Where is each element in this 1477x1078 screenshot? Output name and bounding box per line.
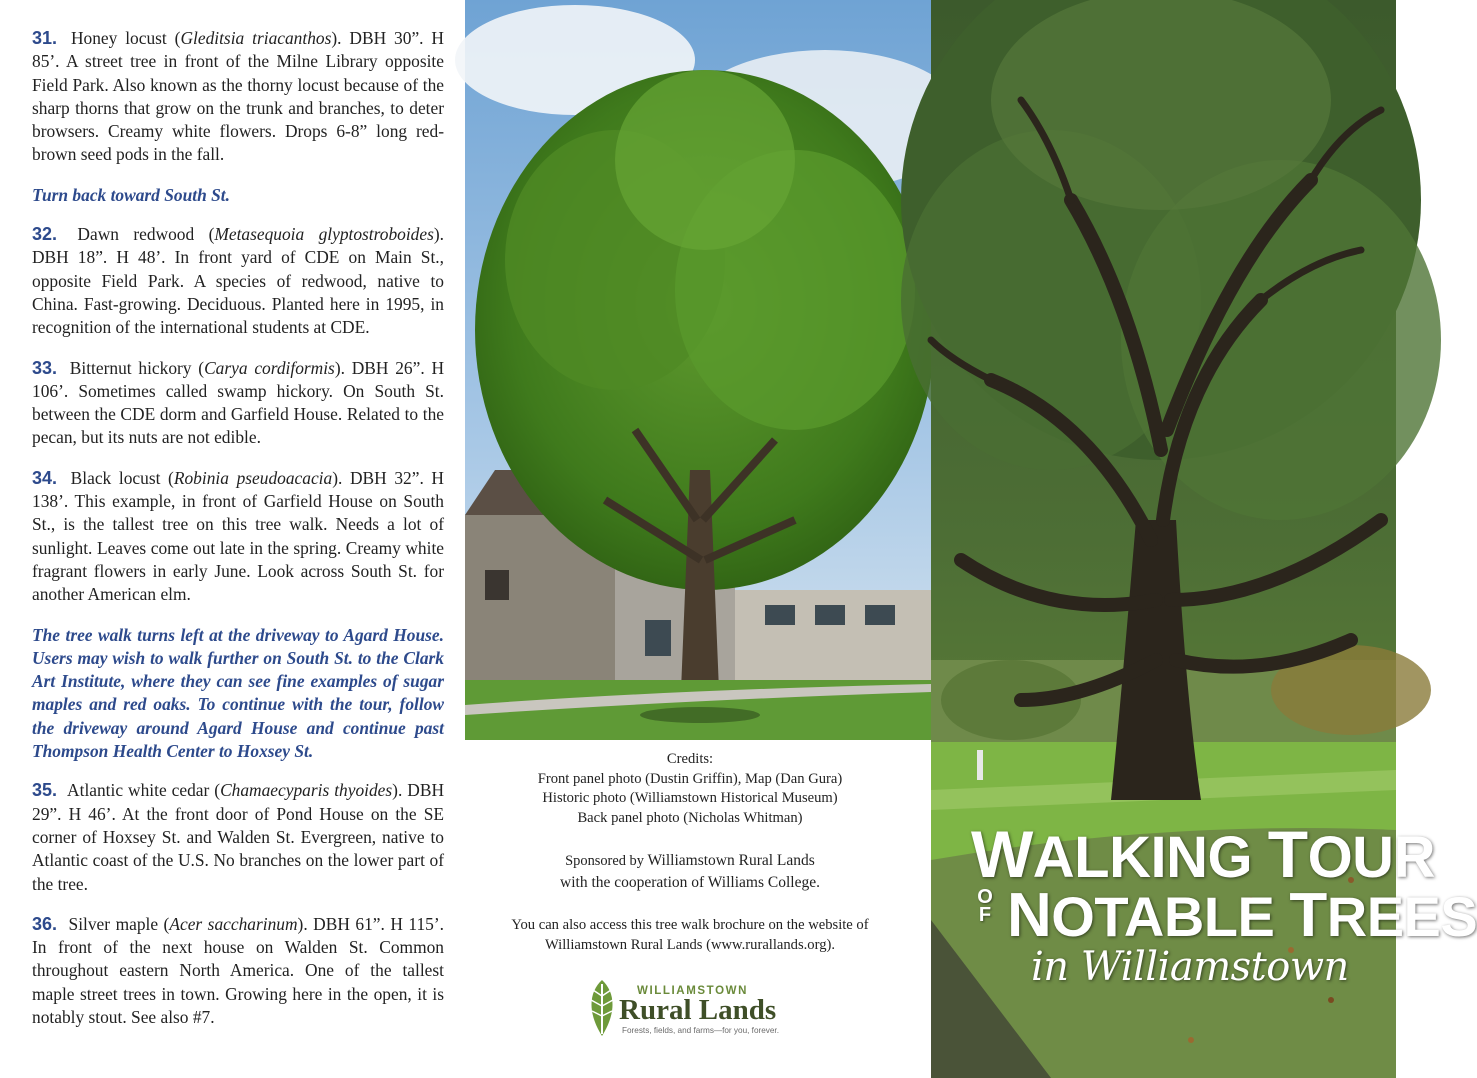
tree-name: Silver maple xyxy=(68,913,159,934)
left-text-panel xyxy=(0,0,465,1078)
title-initial: T xyxy=(1289,881,1327,950)
title-text: OTABLE xyxy=(1051,885,1290,948)
title-initial: N xyxy=(1007,881,1052,950)
website-note-line: You can also access this tree walk brochure on the website of xyxy=(511,917,869,933)
tree-description: DBH 30”. H 85’. A street tree in front of the Milne Library opposite Field Park. Also known as the thorny locust because of the sharp thorns that grow on the trunk and branches, to deter browsers. Creamy white flowers. Drops 6-8” long red-brown seed pods in the fall. xyxy=(32,28,444,165)
rural-lands-logo xyxy=(585,976,795,1038)
sponsor-prefix: Sponsored by xyxy=(565,853,648,869)
sponsor-org: Williamstown Rural Lands xyxy=(647,852,815,869)
tree-name: Black locust xyxy=(70,467,161,488)
title-initial: T xyxy=(1267,817,1308,891)
tree-description: DBH 29”. H 46’. At the front door of Pond House on the SE corner of Hoxsey St. and Walden St. Evergreen, native to Atlantic coast of the U.S. No branches on the lower part of the tree. xyxy=(32,780,444,894)
latin-name: Chamaecyparis thyoides xyxy=(220,780,393,801)
tree-entry-34: 34. Black locust (Robinia pseudoacacia). DBH 32”. H 138’. This example, in front of Garfield House on South St., is the tallest tree on this tree walk. Needs a lot of sunlight. Leaves come out late in the spring. Creamy white fragrant flowers in early June. Look across South St. for another American elm. xyxy=(32,467,444,605)
logo-tagline: Forests, fields, and farms—for you, forever. xyxy=(622,1026,779,1035)
credits-heading: Credits: xyxy=(666,751,714,767)
tree-description: DBH 18”. H 48’. In front yard of CDE on Main St., opposite Field Park. A species of redwood, native to China. Fast-growing. Deciduous. Planted here in 1995, in recognition of the international students at CDE. xyxy=(32,247,444,338)
entry-number: 33. xyxy=(32,357,58,378)
tree-description: DBH 26”. H 106’. Sometimes called swamp hickory. On South St. between the CDE dorm and Garfield House. Related to the pecan, but its nuts are not edible. xyxy=(32,357,445,448)
credit-line: Historic photo (Williamstown Historical Museum) xyxy=(542,790,838,807)
credit-line: Front panel photo (Dustin Griffin), Map (Dan Gura) xyxy=(537,770,843,787)
tree-description: DBH 32”. H 138’. This example, in front of Garfield House on South St., is the tallest tree on this tree walk. Needs a lot of sunlight. Leaves come out late in the spring. Creamy white fragrant flowers in early June. Look across South St. for another American elm. xyxy=(32,467,444,605)
direction-note-1: Turn back toward South St. xyxy=(32,184,230,205)
cover-title-line-2 xyxy=(1007,880,1477,951)
entry-number: 31. xyxy=(32,28,58,48)
latin-name: Acer saccharinum xyxy=(169,913,298,934)
website-note xyxy=(465,916,915,955)
latin-name: Robinia pseudoacacia xyxy=(173,467,333,488)
entry-number: 35. xyxy=(32,780,58,801)
entry-number: 32. xyxy=(32,224,58,245)
credits-block xyxy=(465,750,915,828)
tree-entry-32: 32. Dawn redwood (Metasequoia glyptostroboides). DBH 18”. H 48’. In front yard of CDE on Main St., opposite Field Park. A species of redwood, native to China. Fast-growing. Deciduous. Planted here in 1995, in recognition of the international students at CDE. xyxy=(32,224,444,338)
title-text: REES xyxy=(1326,885,1477,948)
tree-description: DBH 61”. H 115’. In front of the next house on Walden St. Common throughout eastern North America. One of the tallest maple street trees in town. Growing here in the open, it is notably stout. See also #7. xyxy=(32,913,444,1027)
back-panel-photo xyxy=(465,0,931,740)
tree-list xyxy=(32,27,444,1046)
tree-entry-31: 31. Honey locust (Gleditsia triacanthos). DBH 30”. H 85’. A street tree in front of the Milne Library opposite Field Park. Also known as the thorny locust because of the sharp thorns that grow on the trunk and branches, to deter browsers. Creamy white flowers. Drops 6-8” long red-brown seed pods in the fall. xyxy=(32,28,444,165)
title-text: ALKING xyxy=(1032,825,1268,890)
credit-line: Back panel photo (Nicholas Whitman) xyxy=(577,809,803,826)
leaf-icon xyxy=(585,978,619,1038)
website-note-line: Williamstown Rural Lands (www.rurallands.org). xyxy=(544,936,835,953)
entry-number: 34. xyxy=(32,467,58,488)
tree-entry-33: 33. Bitternut hickory (Carya cordiformis). DBH 26”. H 106’. Sometimes called swamp hickory. On South St. between the CDE dorm and Garfield House. Related to the pecan, but its nuts are not edible. xyxy=(32,357,445,448)
latin-name: Gleditsia triacanthos xyxy=(180,28,332,48)
tree-name: Honey locust xyxy=(70,28,167,48)
tree-name: Atlantic white cedar xyxy=(67,780,210,801)
latin-name: Metasequoia glyptostroboides xyxy=(214,224,434,245)
tree-entry-35: 35. Atlantic white cedar (Chamaecyparis thyoides). DBH 29”. H 46’. At the front door of Pond House on the SE corner of Hoxsey St. and Walden St. Evergreen, native to Atlantic coast of the U.S. No branches on the lower part of the tree. xyxy=(32,780,444,894)
sponsor-block xyxy=(465,850,915,894)
entry-number: 36. xyxy=(32,913,58,934)
tree-name: Bitternut hickory xyxy=(69,357,192,378)
latin-name: Carya cordiformis xyxy=(204,357,335,378)
oak-tree-photo xyxy=(465,0,931,740)
tree-name: Dawn redwood xyxy=(77,224,195,245)
sponsor-line xyxy=(465,850,915,872)
cover-subtitle: in Williamstown xyxy=(1031,944,1349,990)
front-cover-panel xyxy=(931,0,1477,1078)
logo-top-text: WILLIAMSTOWN xyxy=(637,985,748,997)
middle-panel xyxy=(465,0,931,1078)
cover-title-of: OF xyxy=(977,886,993,926)
logo-name: Rural Lands xyxy=(619,994,777,1026)
tree-entry-36: 36. Silver maple (Acer saccharinum). DBH 61”. H 115’. In front of the next house on Walden St. Common throughout eastern North America. One of the tallest maple street trees in town. Growing here in the open, it is notably stout. See also #7. xyxy=(32,913,444,1027)
sponsor-cooperation: with the cooperation of Williams College. xyxy=(560,874,820,891)
title-initial: W xyxy=(971,817,1033,891)
title-text: OUR xyxy=(1307,825,1435,890)
direction-note-2: The tree walk turns left at the driveway to Agard House. Users may wish to walk further on South St. to the Clark Art Institute, where they can see fine examples of sugar maples and red oaks. To continue with the tour, follow the driveway around Agard House and continue past Thompson Health Center to Hoxsey St. xyxy=(32,624,444,762)
